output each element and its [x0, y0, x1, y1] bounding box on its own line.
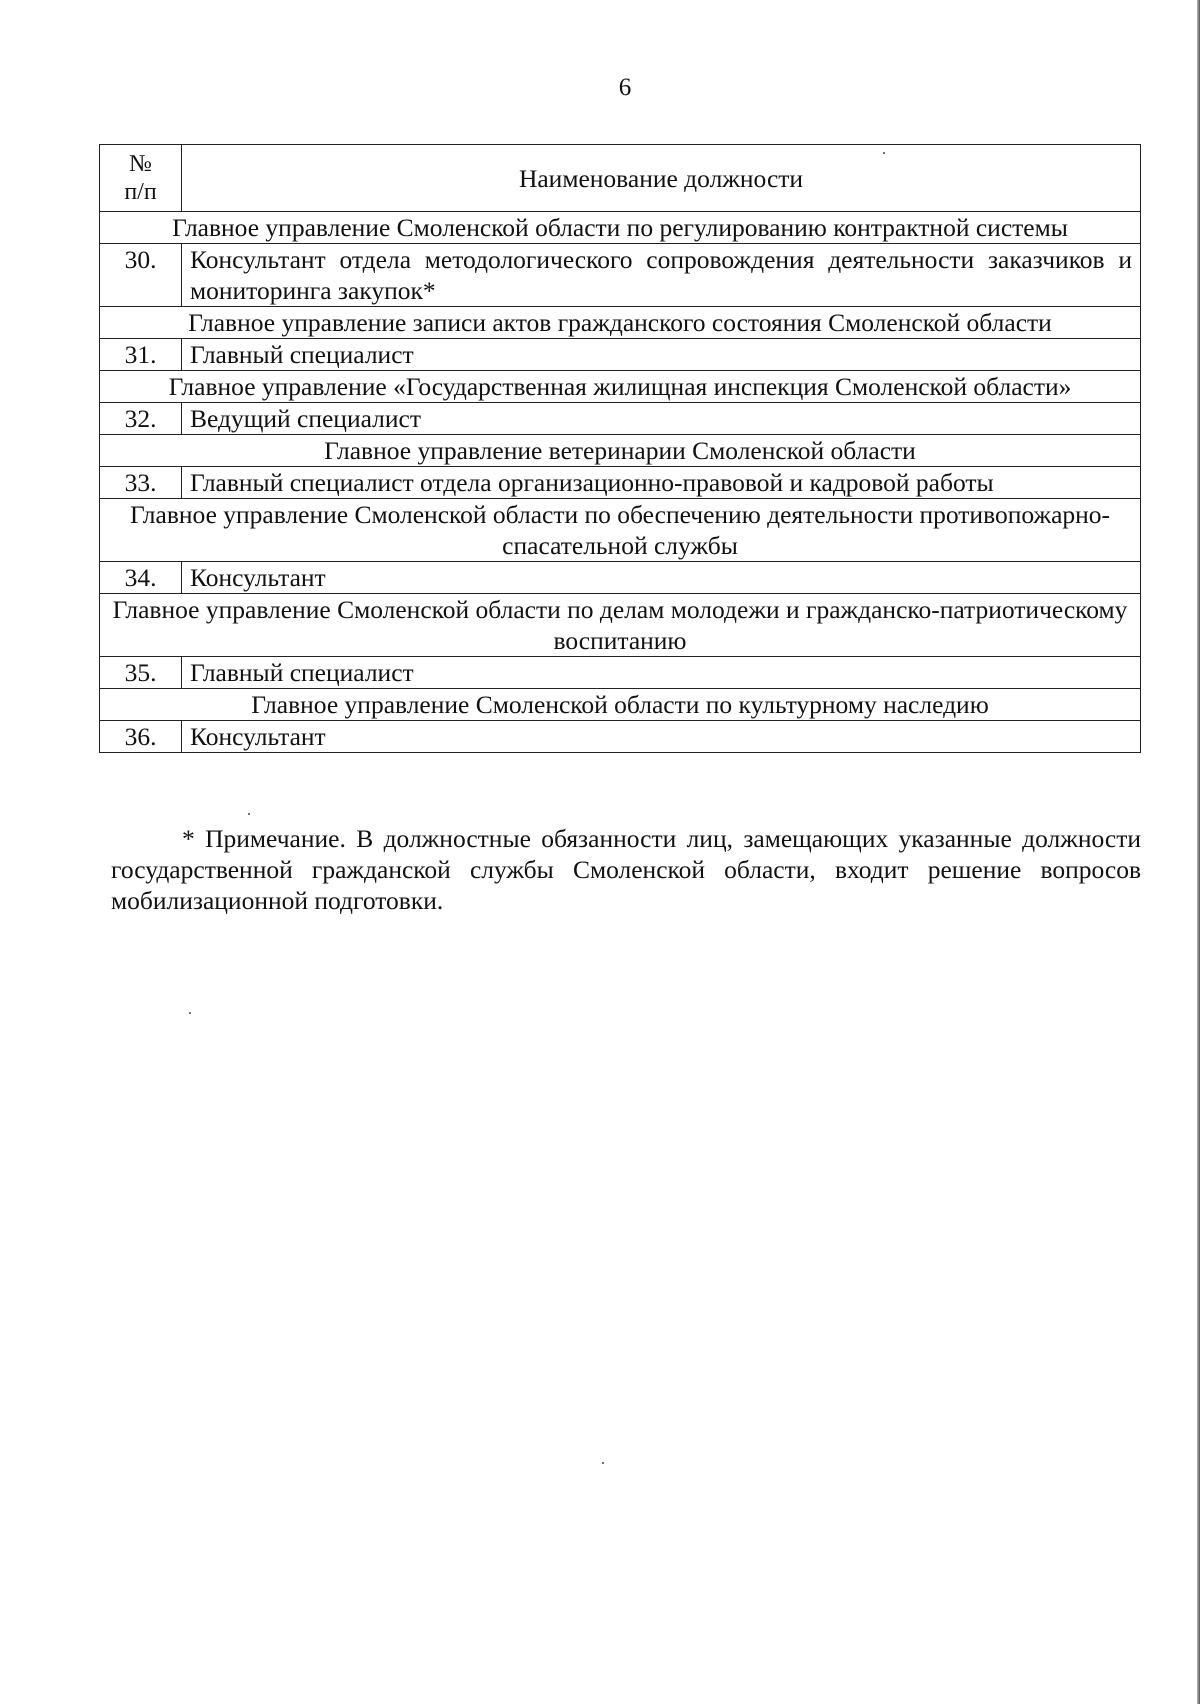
position-row	[100, 244, 1141, 307]
header-position-name: Наименование должности	[182, 145, 1141, 212]
position-row	[100, 562, 1141, 594]
position-number: 35.	[100, 657, 182, 689]
header-number-abbrev: п/п	[124, 179, 157, 205]
position-name: Консультант	[182, 562, 1141, 594]
position-name: Главный специалист	[182, 657, 1141, 689]
department-row	[100, 212, 1141, 244]
header-number-cell	[100, 145, 182, 212]
position-row	[100, 721, 1141, 753]
department-row	[100, 594, 1141, 657]
department-row	[100, 307, 1141, 339]
department-row	[100, 689, 1141, 721]
department-row	[100, 499, 1141, 562]
table-header-row	[100, 145, 1141, 212]
scan-speck	[883, 152, 885, 154]
position-number: 33.	[100, 467, 182, 499]
department-name: Главное управление Смоленской области по делам молодежи и гражданско-патриотическому воспитанию	[100, 594, 1141, 657]
position-number: 36.	[100, 721, 182, 753]
position-name: Консультант отдела методологического сопровождения деятельности заказчиков и мониторинга закупок*	[182, 244, 1141, 307]
page-number: 6	[618, 74, 632, 101]
position-number: 31.	[100, 339, 182, 371]
positions-table	[99, 144, 1141, 753]
position-number: 30.	[100, 244, 182, 307]
scan-speck	[602, 1462, 604, 1464]
department-name: Главное управление «Государственная жилищная инспекция Смоленской области»	[100, 371, 1141, 403]
position-name: Ведущий специалист	[182, 403, 1141, 435]
department-name: Главное управление Смоленской области по регулированию контрактной системы	[100, 212, 1141, 244]
position-row	[100, 339, 1141, 371]
footnote-note: * Примечание. В должностные обязанности лиц, замещающих указанные должности государственной гражданской службы Смоленской области, входит решение вопросов мобилизационной подготовки.	[111, 824, 1141, 915]
position-name: Консультант	[182, 721, 1141, 753]
scan-speck	[189, 1012, 191, 1014]
department-name: Главное управление ветеринарии Смоленской области	[100, 435, 1141, 467]
position-name: Главный специалист отдела организационно-правовой и кадровой работы	[182, 467, 1141, 499]
scan-speck	[248, 813, 250, 815]
department-name: Главное управление Смоленской области по культурному наследию	[100, 689, 1141, 721]
position-row	[100, 657, 1141, 689]
position-row	[100, 403, 1141, 435]
department-name: Главное управление Смоленской области по обеспечению деятельности противопожарно-спасательной службы	[100, 499, 1141, 562]
position-name: Главный специалист	[182, 339, 1141, 371]
department-name: Главное управление записи актов гражданского состояния Смоленской области	[100, 307, 1141, 339]
position-row	[100, 467, 1141, 499]
department-row	[100, 435, 1141, 467]
department-row	[100, 371, 1141, 403]
position-number: 34.	[100, 562, 182, 594]
position-number: 32.	[100, 403, 182, 435]
header-number-symbol: №	[129, 151, 152, 177]
